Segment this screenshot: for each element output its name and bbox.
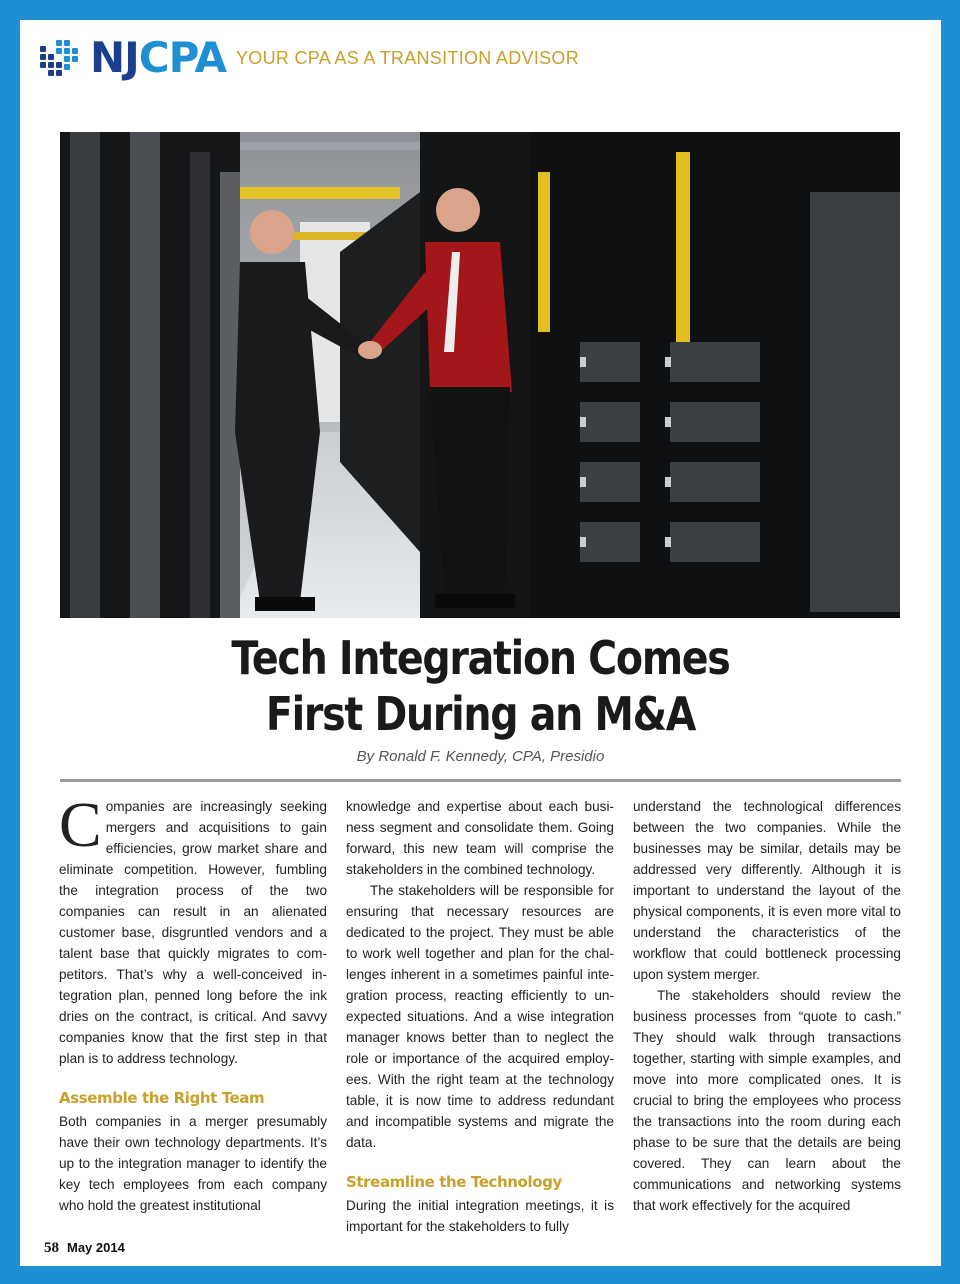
article-photo <box>60 132 900 618</box>
article-column-1 <box>59 789 327 1216</box>
magazine-page <box>20 20 941 1266</box>
logo-cpa: CPA <box>138 33 227 82</box>
title-line-2: First During an M&A <box>265 687 696 741</box>
paragraph-text: ompanies are increasingly seeking mergers and acquisitions to gain efficiencies, grow market share and eliminate competition. However, fumbling the integration process of the two companies can result in an alienated customer base, disgruntled vendors and a talent base that quickly migrates to competitors. That’s why a well-conceived integration plan, penned long before the ink dries on the contract, is critical. And savvy companies know that the first step in that plan is to address technology. <box>59 799 327 1066</box>
paragraph: The stakeholders should review the business processes from “quote to cash.” They should walk through transactions together, starting with simple examples, and move into more complicated ones. It is crucial to bring the employees who process the transactions into the room during each phase to be sure that the details are being covered. They can learn about the communications and networking systems that work effectively for the acquired <box>633 988 901 1213</box>
logo-nj: NJ <box>90 33 139 82</box>
title-divider <box>60 779 901 782</box>
issue-date: May 2014 <box>67 1240 125 1255</box>
paragraph: understand the technological differences between the two companies. While the businesses may be similar, details may be addressed very differently. Although it is important to understand the layout of the physical components, it is even more vital to understand the characteristics of the workflow that could bottleneck processing upon system merger. <box>633 799 901 982</box>
njcpa-logo <box>90 34 226 82</box>
article-column-2 <box>346 796 614 1237</box>
page-number: 58 <box>44 1240 59 1256</box>
njcpa-logo-icon <box>40 40 78 78</box>
subhead-streamline-technology: Streamline the Technology <box>346 1173 562 1191</box>
page-footer <box>44 1240 125 1257</box>
section-tagline: YOUR CPA AS A TRANSITION ADVISOR <box>236 48 580 68</box>
title-line-1: Tech Integration Comes <box>231 631 730 685</box>
byline: By Ronald F. Kennedy, CPA, Presidio <box>356 748 605 765</box>
subhead-assemble-team: Assemble the Right Team <box>59 1089 265 1107</box>
paragraph: Both companies in a merger presumably have their own technology departments. It’s up to the integration manager to identify the key tech employees from each company who hold the greatest institutional <box>59 1114 327 1213</box>
server-room-handshake-photo-icon <box>60 132 900 618</box>
drop-cap: C <box>59 789 102 860</box>
paragraph: knowledge and expertise about each business segment and consolidate them. Going forward, this new team will comprise the stakeholders in the combined technology. <box>346 799 614 877</box>
article-column-3 <box>633 796 901 1216</box>
article-title <box>84 630 876 742</box>
paragraph: The stakeholders will be responsible for ensuring that necessary resources are dedicated to the project. They must be able to work well together and plan for the challenges inherent in a sometimes painful integration process, reacting efficiently to unexpected situations. And a wise integration manager knows better than to neglect the role or importance of the acquired employees. With the right team at the technology table, it is now time to address redundant and incompatible systems and migrate the data. <box>346 883 614 1150</box>
paragraph: During the initial integration meetings, it is important for the stakeholders to fully <box>346 1198 614 1234</box>
paragraph <box>59 789 327 1069</box>
